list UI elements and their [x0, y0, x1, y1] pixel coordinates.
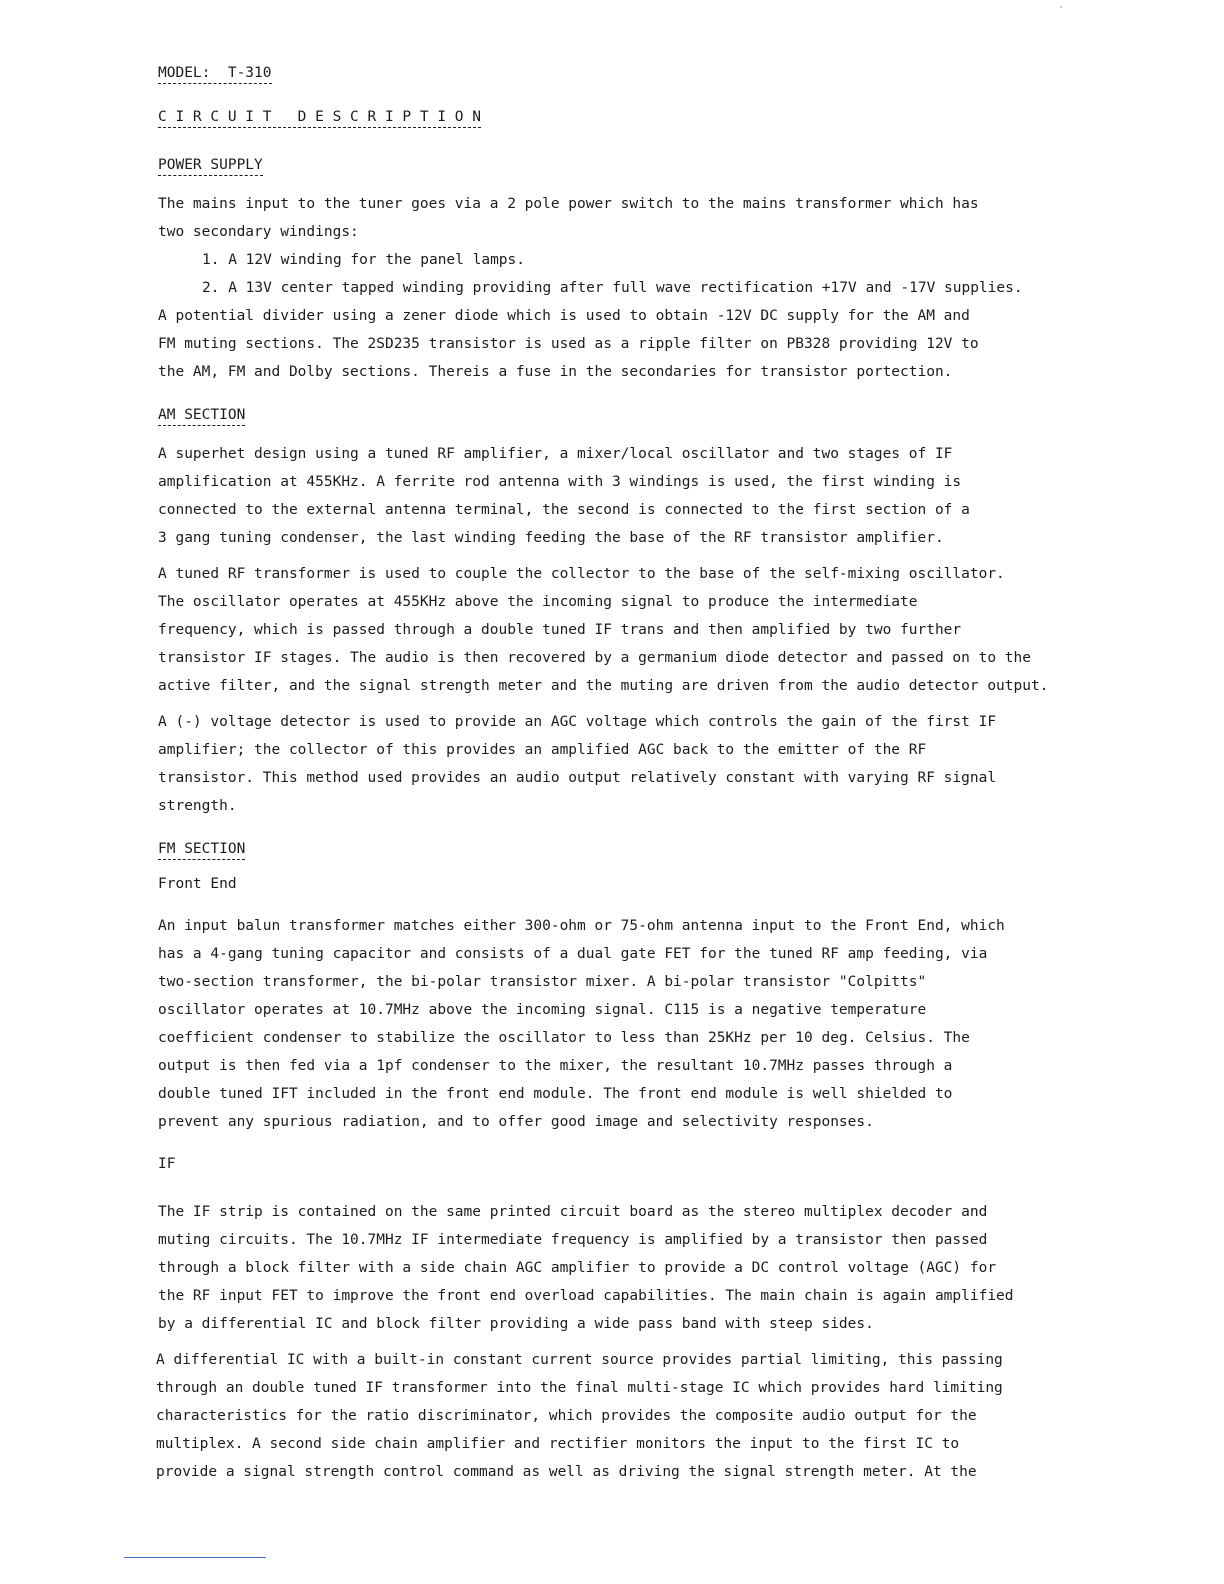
if-paragraph-1 [158, 1198, 1138, 1338]
text-line: muting circuits. The 10.7MHz IF intermediate frequency is amplified by a transistor then passed [158, 1232, 988, 1248]
text-line: 3 gang tuning condenser, the last winding feeding the base of the RF transistor amplifier. [158, 530, 944, 546]
am-paragraph-2 [158, 560, 1138, 700]
text-line: the RF input FET to improve the front end overload capabilities. The main chain is again amplified [158, 1288, 1014, 1304]
list-item: 2. A 13V center tapped winding providing after full wave rectification +17V and -17V supplies. [202, 280, 1023, 296]
text-line: The mains input to the tuner goes via a 2 pole power switch to the mains transformer which has [158, 196, 979, 212]
text-line: characteristics for the ratio discriminator, which provides the composite audio output for the [156, 1408, 977, 1424]
text-line: transistor IF stages. The audio is then recovered by a germanium diode detector and passed on to the [158, 650, 1031, 666]
am-section-heading: AM SECTION [158, 405, 245, 426]
text-line: A tuned RF transformer is used to couple the collector to the base of the self-mixing oscillator. [158, 566, 1005, 582]
text-line: FM muting sections. The 2SD235 transistor is used as a ripple filter on PB328 providing 12V to [158, 336, 979, 352]
text-line: frequency, which is passed through a double tuned IF trans and then amplified by two further [158, 622, 962, 638]
model-label: MODEL: T-310 [158, 63, 272, 84]
text-line: amplifier; the collector of this provides an amplified AGC back to the emitter of the RF [158, 742, 927, 758]
am-paragraph-3 [158, 708, 1138, 820]
text-line: through an double tuned IF transformer into the final multi-stage IC which provides hard limiting [156, 1380, 1003, 1396]
am-paragraph-1 [158, 440, 1138, 552]
text-line: connected to the external antenna terminal, the second is connected to the first section of a [158, 502, 970, 518]
power-supply-heading: POWER SUPPLY [158, 155, 263, 176]
text-line: by a differential IC and block filter providing a wide pass band with steep sides. [158, 1316, 874, 1332]
list-item: 1. A 12V winding for the panel lamps. [202, 252, 526, 268]
text-line: prevent any spurious radiation, and to offer good image and selectivity responses. [158, 1114, 874, 1130]
power-supply-intro [158, 190, 1138, 246]
text-line: A potential divider using a zener diode which is used to obtain -12V DC supply for the AM and [158, 308, 970, 324]
text-line: coefficient condenser to stabilize the oscillator to less than 25KHz per 10 deg. Celsius. The [158, 1030, 970, 1046]
if-paragraph-2 [156, 1346, 1138, 1486]
title-line [158, 106, 1138, 128]
front-end-heading: Front End [158, 876, 237, 892]
document-page [158, 62, 1138, 1494]
power-supply-section [158, 154, 1138, 386]
text-line: A differential IC with a built-in constant current source provides partial limiting, this passing [156, 1352, 1003, 1368]
document-title: C I R C U I T D E S C R I P T I O N [158, 107, 481, 128]
text-line: amplification at 455KHz. A ferrite rod antenna with 3 windings is used, the first winding is [158, 474, 962, 490]
text-line: two-section transformer, the bi-polar transistor mixer. A bi-polar transistor "Colpitts" [158, 974, 927, 990]
text-line: A superhet design using a tuned RF amplifier, a mixer/local oscillator and two stages of IF [158, 446, 953, 462]
text-line: two secondary windings: [158, 224, 359, 240]
text-line: transistor. This method used provides an audio output relatively constant with varying RF signal [158, 770, 997, 786]
front-end-paragraph [158, 912, 1138, 1136]
text-line: has a 4-gang tuning capacitor and consists of a dual gate FET for the tuned RF amp feeding, via [158, 946, 988, 962]
am-section [158, 404, 1138, 820]
text-line: The IF strip is contained on the same printed circuit board as the stereo multiplex decoder and [158, 1204, 988, 1220]
text-line: strength. [158, 798, 237, 814]
model-line [158, 62, 1138, 84]
text-line: through a block filter with a side chain AGC amplifier to provide a DC control voltage (AGC) for [158, 1260, 997, 1276]
text-line: oscillator operates at 10.7MHz above the incoming signal. C115 is a negative temperature [158, 1002, 927, 1018]
scan-speck [1060, 6, 1062, 8]
text-line: A (-) voltage detector is used to provide an AGC voltage which controls the gain of the first IF [158, 714, 997, 730]
text-line: The oscillator operates at 455KHz above the incoming signal to produce the intermediate [158, 594, 918, 610]
text-line: active filter, and the signal strength meter and the muting are driven from the audio detector output. [158, 678, 1049, 694]
power-supply-tail [158, 302, 1138, 386]
text-line: multiplex. A second side chain amplifier and rectifier monitors the input to the first IC to [156, 1436, 960, 1452]
if-heading: IF [158, 1156, 176, 1172]
fm-section [158, 838, 1138, 1486]
text-line: An input balun transformer matches either 300-ohm or 75-ohm antenna input to the Front End, which [158, 918, 1005, 934]
text-line: the AM, FM and Dolby sections. Thereis a fuse in the secondaries for transistor portection. [158, 364, 953, 380]
text-line: double tuned IFT included in the front end module. The front end module is well shielded to [158, 1086, 953, 1102]
footnote-rule [124, 1557, 266, 1558]
text-line: provide a signal strength control command as well as driving the signal strength meter. At the [156, 1464, 977, 1480]
text-line: output is then fed via a 1pf condenser to the mixer, the resultant 10.7MHz passes through a [158, 1058, 953, 1074]
fm-section-heading: FM SECTION [158, 839, 245, 860]
